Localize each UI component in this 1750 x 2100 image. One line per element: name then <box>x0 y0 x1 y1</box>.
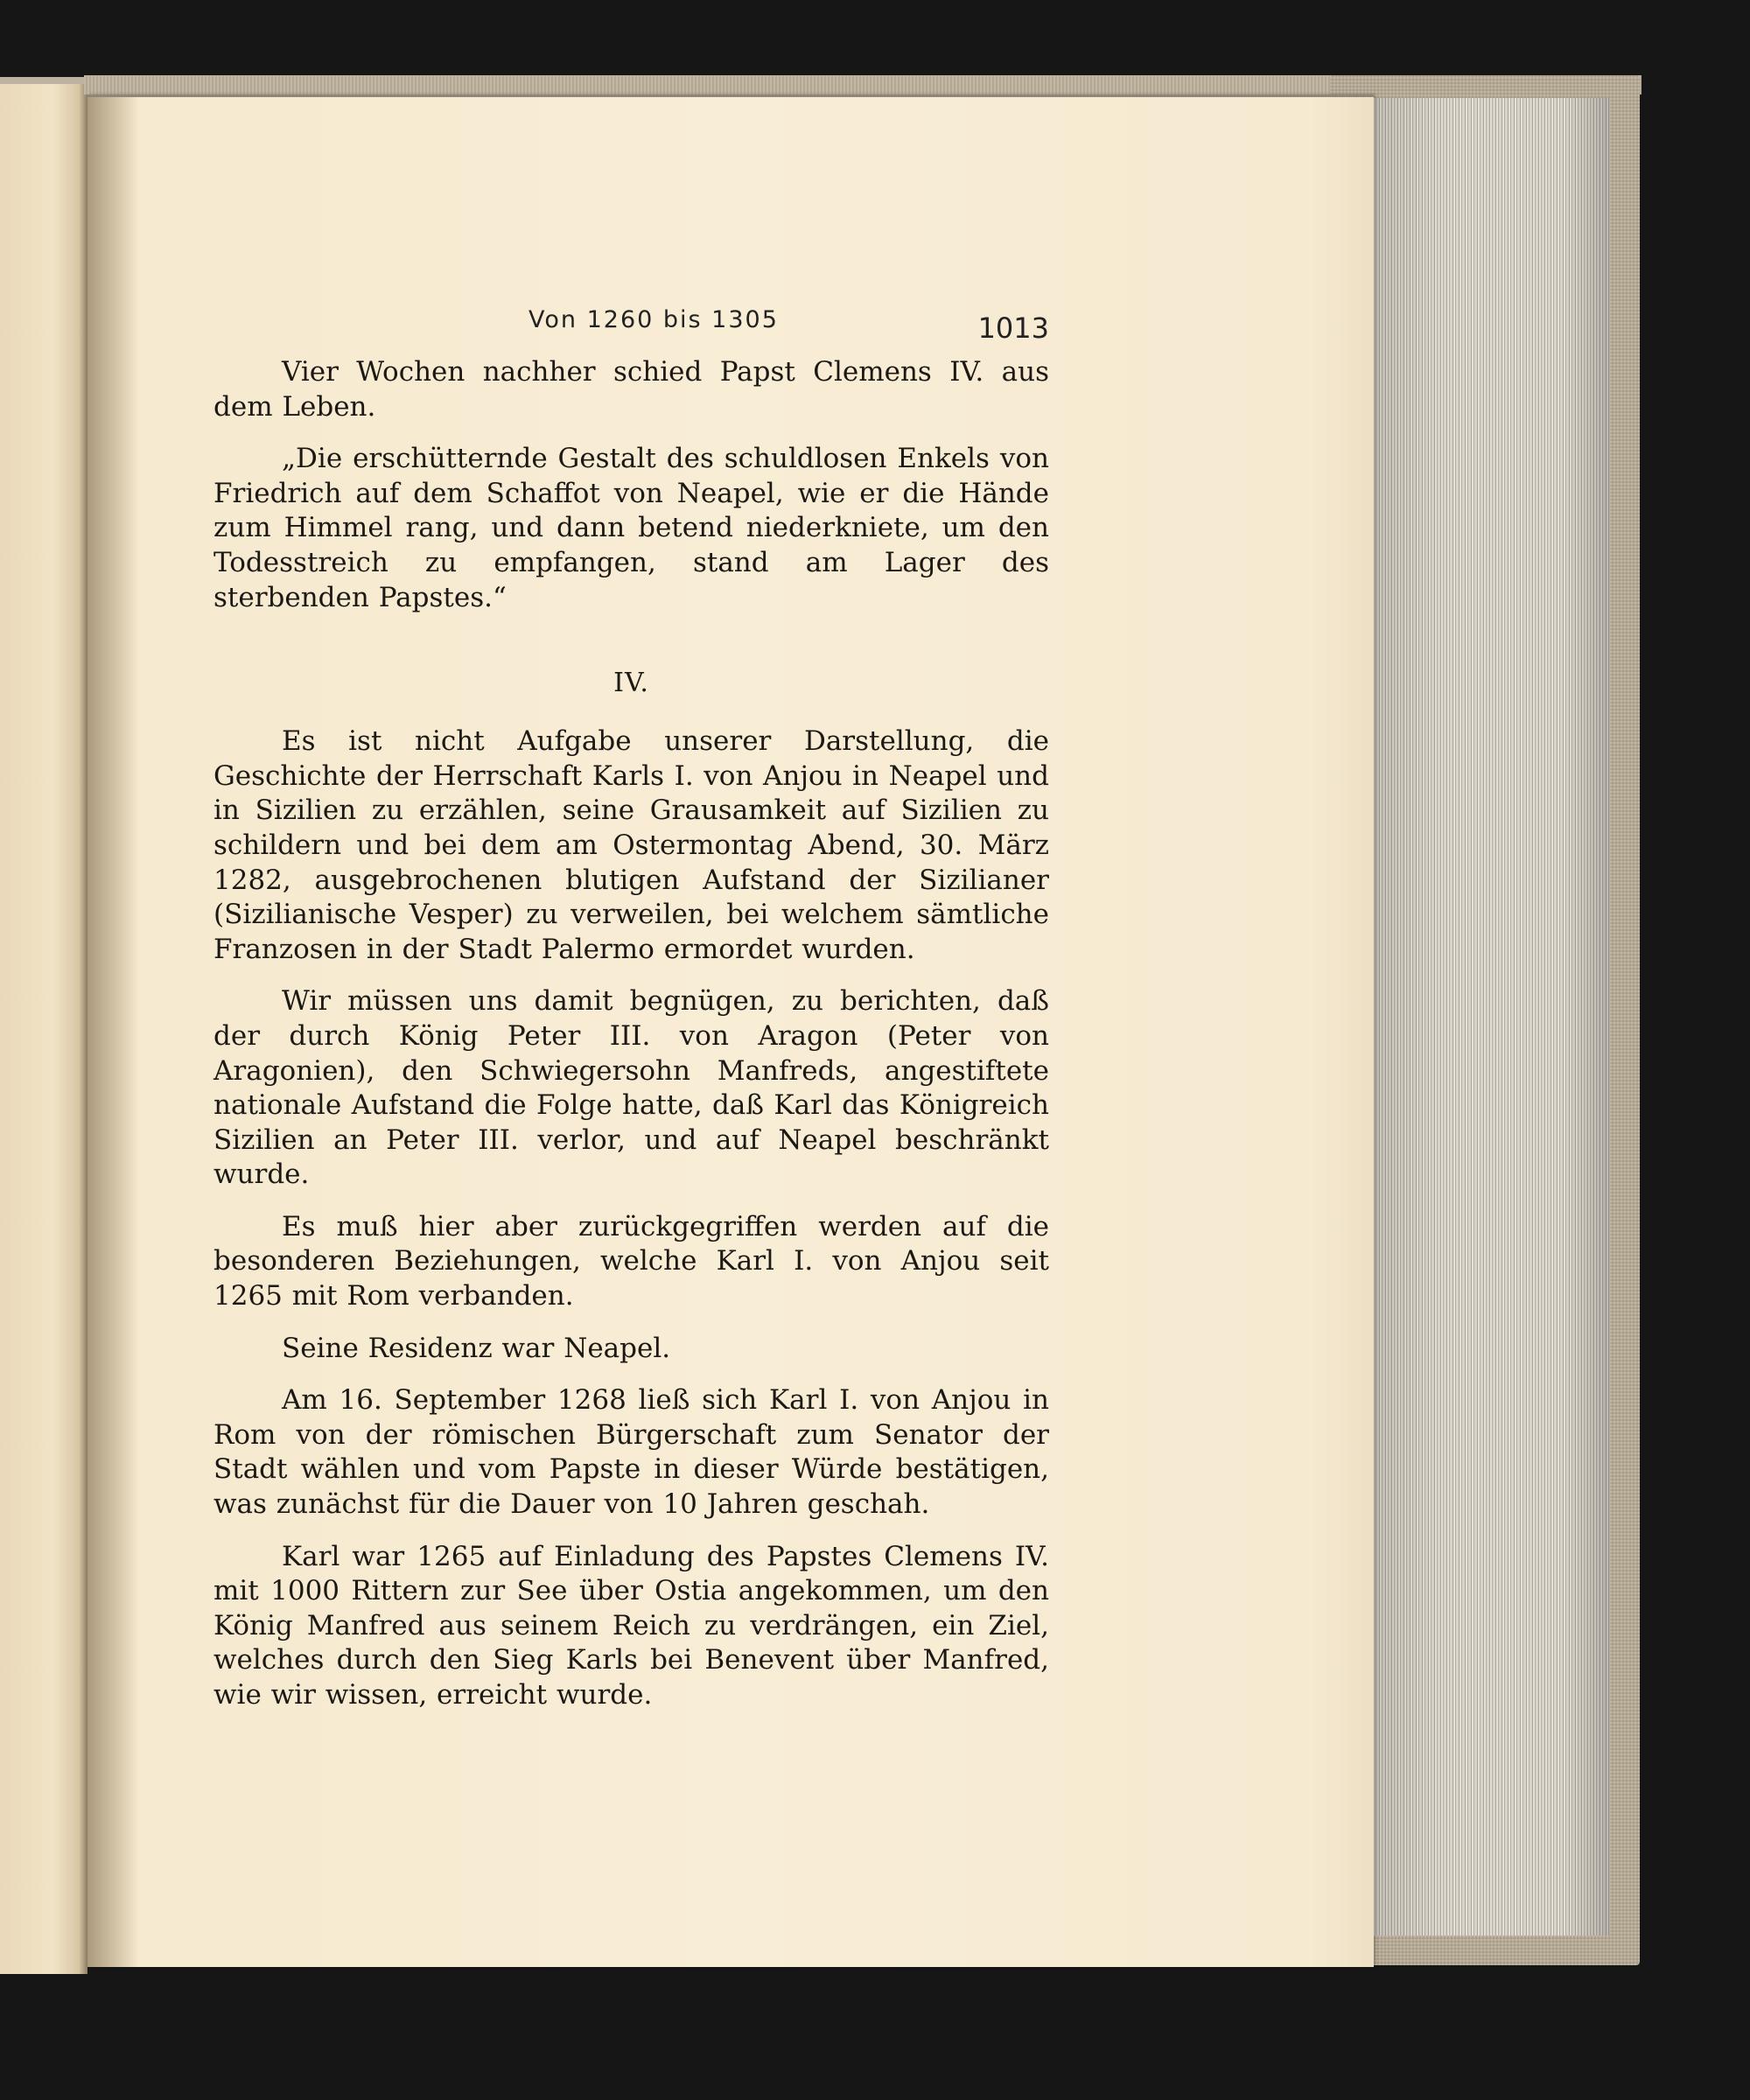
paragraph: Am 16. September 1268 ließ sich Karl I. von Anjou in Rom von der römischen Bürgerschaft zum Senator der Stadt wählen und vom Papste in dieser Würde bestätigen, was zunächst für die Dauer von 10 Jahren geschah. <box>214 1384 1049 1521</box>
paragraph: „Die erschütternde Gestalt des schuldlosen Enkels von Friedrich auf dem Schaffot von Neapel, wie er die Hände zum Himmel rang, und dann betend niederkniete, um den Todesstreich zu empfangen, stand am Lager des sterbenden Papstes.“ <box>214 443 1049 613</box>
paragraph: Vier Wochen nachher schied Papst Clemens IV. aus dem Leben. <box>214 356 1049 423</box>
paragraph: Es muß hier aber zurückgegriffen werden auf die besonderen Beziehungen, welche Karl I. von Anjou seit 1265 mit Rom verbanden. <box>214 1210 1049 1312</box>
section-heading: IV. <box>613 668 649 699</box>
paragraph: Seine Residenz war Neapel. <box>282 1332 671 1364</box>
page-number: 1013 <box>977 312 1049 345</box>
running-title: Von 1260 bis 1305 <box>528 306 779 333</box>
previous-page-sliver <box>0 84 88 1974</box>
page-edges-shading <box>1370 98 1610 1936</box>
paragraph: Es ist nicht Aufgabe unserer Darstellung, die Geschichte der Herrschaft Karls I. von Anjou in Neapel und in Sizilien zu erzählen, seine Grausamkeit auf Sizilien zu schildern und bei dem am Ostermontag Abend, 30. März 1282, ausgebrochenen blutigen Aufstand der Sizilianer (Sizilianische Vesper) zu verweilen, bei welchem sämtliche Franzosen in der Stadt Palermo ermordet wurden. <box>214 725 1049 965</box>
page-text-block <box>214 306 1049 1713</box>
paragraph: Karl war 1265 auf Einladung des Papstes Clemens IV. mit 1000 Rittern zur See über Ostia angekommen, um den König Manfred aus seinem Reich zu verdrängen, ein Ziel, welches durch den Sieg Karls bei Benevent über Manfred, wie wir wissen, erreicht wurde. <box>214 1540 1049 1711</box>
paragraph: Wir müssen uns damit begnügen, zu berichten, daß der durch König Peter III. von Aragon (Peter von Aragonien), den Schwiegersohn Manfreds, angestiftete nationale Aufstand die Folge hatte, daß Karl das Königreich Sizilien an Peter III. verlor, und auf Neapel beschränkt wurde. <box>214 985 1049 1191</box>
page-top-edge <box>88 94 1374 97</box>
gutter-shadow <box>88 94 140 1967</box>
running-head <box>214 306 1049 350</box>
